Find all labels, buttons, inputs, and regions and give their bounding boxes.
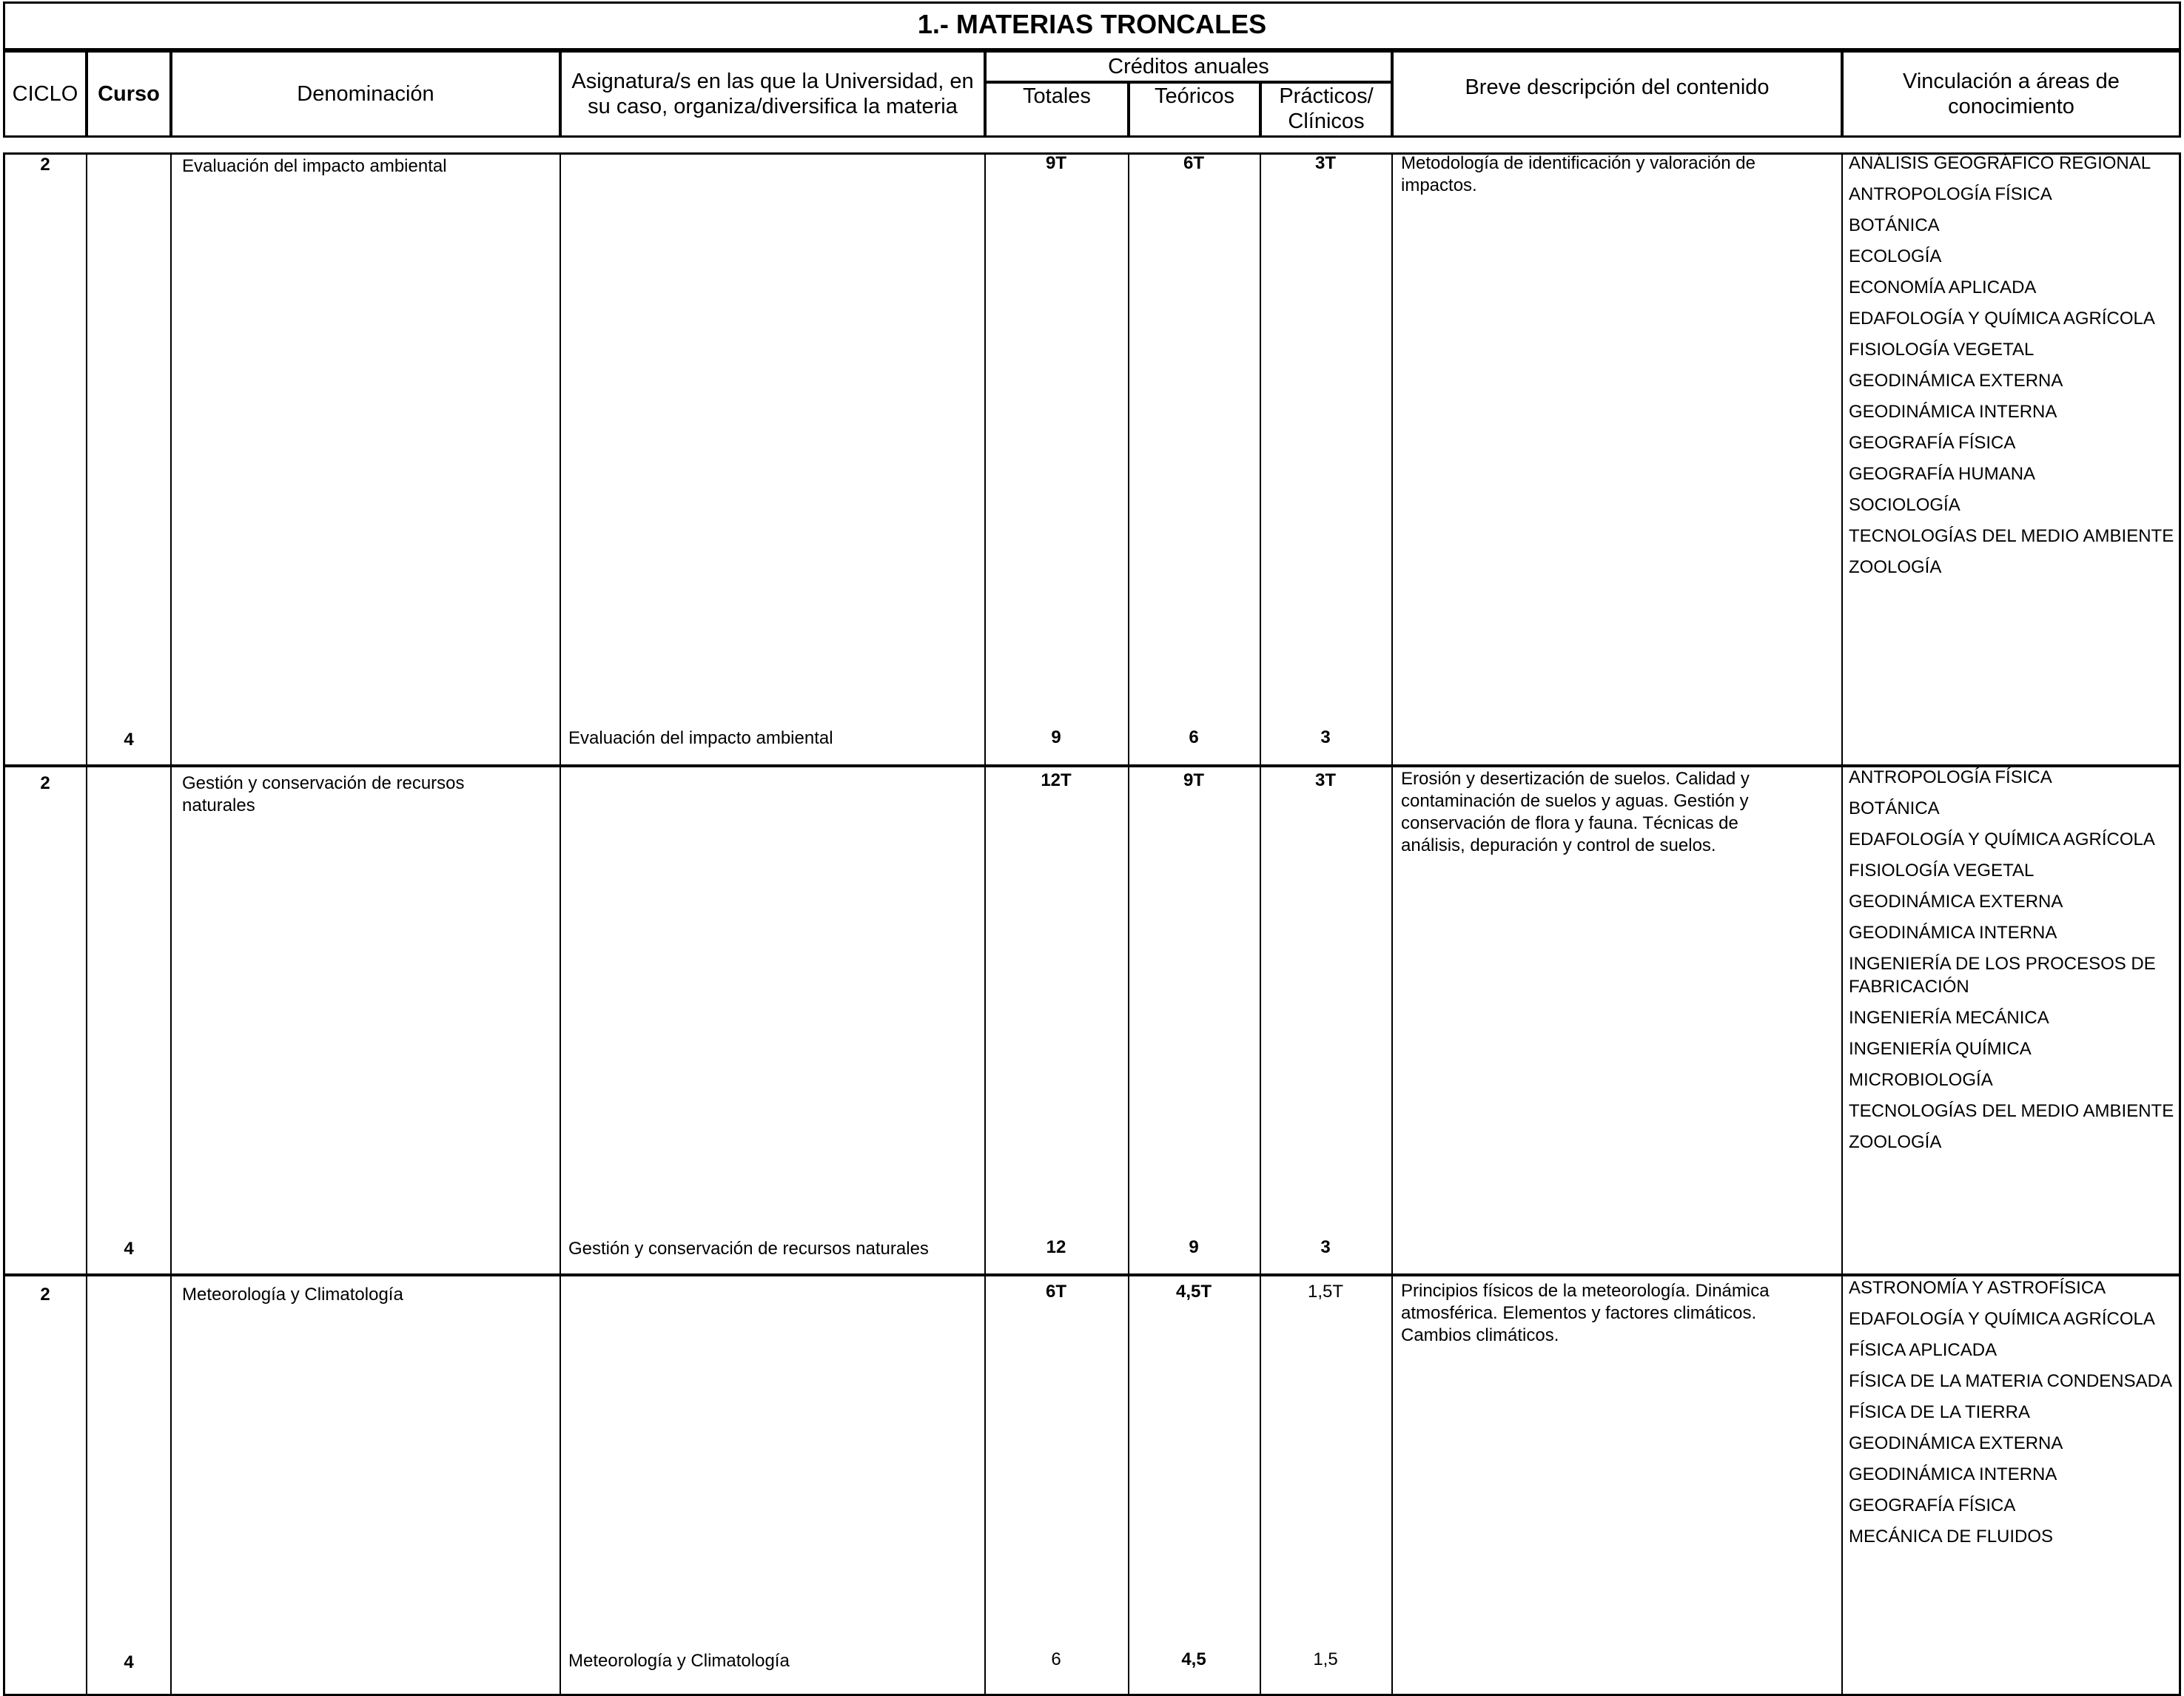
area-item: GEOGRAFÍA FÍSICA xyxy=(1849,433,2016,453)
area-item: BOTÁNICA xyxy=(1849,798,1940,818)
row3-teoricos: 4,5 xyxy=(1181,1649,1206,1669)
col-divider xyxy=(86,152,87,1696)
area-item: GEODINÁMICA INTERNA xyxy=(1849,1464,2057,1484)
area-item: EDAFOLOGÍA Y QUÍMICA AGRÍCOLA xyxy=(1849,1309,2155,1329)
area-item: INGENIERÍA DE LOS PROCESOS DE FABRICACIÓN xyxy=(1849,954,2156,997)
area-item: INGENIERÍA MECÁNICA xyxy=(1849,1008,2049,1028)
area-item: MICROBIOLOGÍA xyxy=(1849,1070,1993,1090)
area-item: GEOGRAFÍA HUMANA xyxy=(1849,464,2036,484)
area-item: FISIOLOGÍA VEGETAL xyxy=(1849,340,2035,360)
row2-curso: 4 xyxy=(124,1239,134,1259)
col-divider xyxy=(560,152,561,1696)
row1-ciclo: 2 xyxy=(40,155,50,175)
area-item: TECNOLOGÍAS DEL MEDIO AMBIENTE xyxy=(1849,1101,2174,1121)
area-item: ECOLOGÍA xyxy=(1849,246,1942,266)
area-item: GEODINÁMICA INTERNA xyxy=(1849,923,2057,943)
row1-denominacion: Evaluación del impacto ambiental xyxy=(182,156,447,176)
area-item: BOTÁNICA xyxy=(1849,215,1940,235)
row2-practicos: 3 xyxy=(1320,1237,1331,1257)
row2-asignatura: Gestión y conservación de recursos naturales xyxy=(568,1239,929,1259)
header-creditos: Créditos anuales xyxy=(984,50,1393,83)
area-item: EDAFOLOGÍA Y QUÍMICA AGRÍCOLA xyxy=(1849,830,2155,849)
row1-teoricos-t: 6T xyxy=(1183,153,1204,173)
area-item: ANTROPOLOGÍA FÍSICA xyxy=(1849,767,2052,787)
row2-teoricos: 9 xyxy=(1189,1237,1199,1257)
row2-areas xyxy=(1849,766,2174,1162)
area-item: GEODINÁMICA EXTERNA xyxy=(1849,1433,2063,1453)
row2-practicos-t: 3T xyxy=(1314,770,1336,790)
header-ciclo: CICLO xyxy=(3,50,87,138)
row3-totales: 6 xyxy=(1051,1649,1061,1669)
area-item: MECÁNICA DE FLUIDOS xyxy=(1849,1527,2054,1547)
area-item: TECNOLOGÍAS DEL MEDIO AMBIENTE xyxy=(1849,526,2174,546)
area-item: GEOGRAFÍA FÍSICA xyxy=(1849,1495,2016,1515)
row1-areas xyxy=(1849,152,2174,587)
area-item: ASTRONOMÍA Y ASTROFÍSICA xyxy=(1849,1278,2106,1298)
area-item: INGENIERÍA QUÍMICA xyxy=(1849,1039,2032,1059)
col-divider xyxy=(1260,152,1261,1696)
table-title: 1.- MATERIAS TRONCALES xyxy=(3,1,2181,50)
row3-descripcion: Principios físicos de la meteorología. Dinámica atmosférica. Elementos y factores climáticos. Cambios climáticos. xyxy=(1401,1281,1770,1345)
area-item: EDAFOLOGÍA Y QUÍMICA AGRÍCOLA xyxy=(1849,309,2155,329)
row1-practicos-t: 3T xyxy=(1314,153,1336,173)
header-teoricos: Teóricos xyxy=(1128,81,1261,138)
row3-asignatura: Meteorología y Climatología xyxy=(568,1651,790,1671)
area-item: FISIOLOGÍA VEGETAL xyxy=(1849,861,2035,881)
area-item: FÍSICA APLICADA xyxy=(1849,1340,1997,1360)
row2-totales: 12 xyxy=(1046,1237,1066,1257)
col-divider xyxy=(984,152,986,1696)
row2-denominacion: Gestión y conservación de recursos naturales xyxy=(182,773,465,815)
row2-teoricos-t: 9T xyxy=(1183,770,1204,790)
header-asignaturas: Asignatura/s en las que la Universidad, en su caso, organiza/diversifica la materia xyxy=(560,50,986,138)
row2-descripcion: Erosión y desertización de suelos. Calidad y contaminación de suelos y aguas. Gestión y conservación de flora y fauna. Técnicas de análisis, depuración y control de suelos. xyxy=(1401,769,1750,855)
row3-practicos: 1,5 xyxy=(1313,1649,1338,1669)
row2-totales-t: 12T xyxy=(1041,770,1072,790)
header-totales: Totales xyxy=(984,81,1129,138)
col-divider xyxy=(170,152,172,1696)
area-item: ANÁLISIS GEOGRÁFICO REGIONAL xyxy=(1849,153,2151,173)
area-item: ZOOLOGÍA xyxy=(1849,1132,1942,1152)
area-item: FÍSICA DE LA MATERIA CONDENSADA xyxy=(1849,1371,2172,1391)
row3-teoricos-t: 4,5T xyxy=(1175,1282,1212,1302)
row3-ciclo: 2 xyxy=(40,1285,50,1305)
area-item: GEODINÁMICA EXTERNA xyxy=(1849,892,2063,912)
header-curso: Curso xyxy=(86,50,172,138)
row1-teoricos: 6 xyxy=(1189,727,1199,747)
row1-totales-t: 9T xyxy=(1045,153,1066,173)
row1-descripcion: Metodología de identificación y valoración de impactos. xyxy=(1401,153,1755,195)
col-divider xyxy=(1841,152,1843,1696)
header-vinculacion: Vinculación a áreas de conocimiento xyxy=(1841,50,2181,138)
row1-curso: 4 xyxy=(124,730,134,750)
area-item: GEODINÁMICA EXTERNA xyxy=(1849,371,2063,391)
row3-totales-t: 6T xyxy=(1045,1282,1066,1302)
row1-asignatura: Evaluación del impacto ambiental xyxy=(568,728,833,748)
header-practicos: Prácticos/ Clínicos xyxy=(1260,81,1393,138)
col-divider xyxy=(1391,152,1393,1696)
row3-curso: 4 xyxy=(124,1652,134,1672)
row2-ciclo: 2 xyxy=(40,773,50,793)
row3-denominacion: Meteorología y Climatología xyxy=(182,1285,403,1305)
area-item: GEODINÁMICA INTERNA xyxy=(1849,402,2057,422)
row1-totales: 9 xyxy=(1051,727,1061,747)
area-item: SOCIOLOGÍA xyxy=(1849,495,1960,515)
header-descripcion: Breve descripción del contenido xyxy=(1391,50,1843,138)
row3-practicos-t: 1,5T xyxy=(1307,1282,1344,1302)
row1-practicos: 3 xyxy=(1320,727,1331,747)
area-item: ECONOMÍA APLICADA xyxy=(1849,277,2037,297)
area-item: ZOOLOGÍA xyxy=(1849,557,1942,577)
area-item: FÍSICA DE LA TIERRA xyxy=(1849,1402,2030,1422)
header-denominacion: Denominación xyxy=(170,50,561,138)
col-divider xyxy=(1128,152,1129,1696)
row3-areas xyxy=(1849,1276,2174,1556)
area-item: ANTROPOLOGÍA FÍSICA xyxy=(1849,184,2052,204)
